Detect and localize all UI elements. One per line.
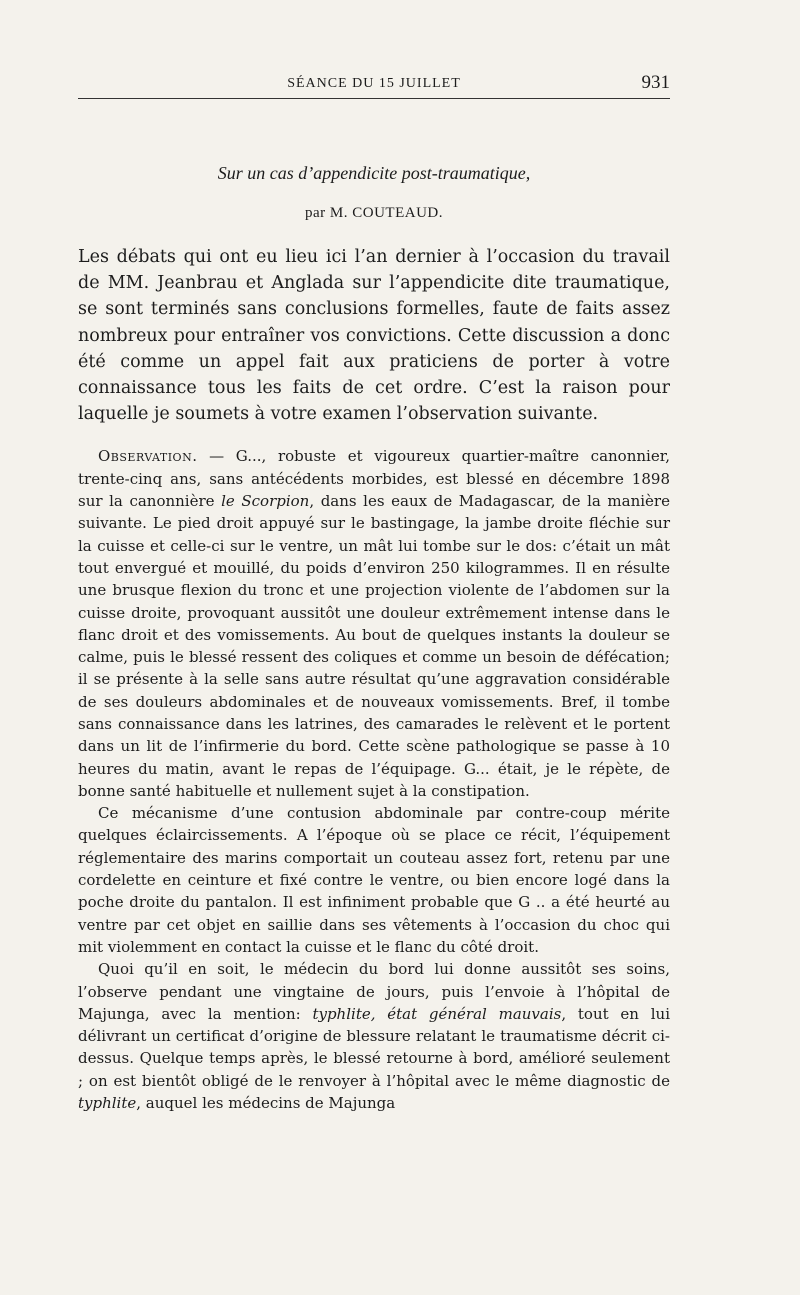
- running-head: [78, 68, 670, 94]
- intro-paragraph: Les débats qui ont eu lieu ici l’an dernier à l’occasion du travail de MM. Jeanbrau et Anglada sur l’appendicite dite traumatique, se sont terminés sans conclusions formelles, faute de faits assez nombreux pour entraîner vos convictions. Cette discussion a donc été comme un appel fait aux praticiens de porter à votre connaissance tous les faits de cet ordre. C’est la raison pour laquelle je soumets à votre examen l’observation suivante.: [78, 247, 670, 425]
- diagnosis-mention: typhlite, état général mauvais: [312, 1004, 562, 1023]
- treatment-text-c: , auquel les médecins de Majunga: [136, 1094, 396, 1113]
- article-byline: par M. COUTEAUD.: [305, 205, 443, 221]
- observation-text-a: — G..., robuste et vigoureux quartier-maître canonnier, trente-cinq ans, sans antécédents morbides, est blessé en décembre 1898 sur la canonnière: [78, 447, 670, 511]
- page-number: 931: [641, 72, 670, 93]
- page: [78, 68, 670, 1114]
- treatment-text-a: Quoi qu’il en soit, le médecin du bord lui donne aussitôt ses soins, l’observe pendant une vingtaine de jours, puis l’envoie à l’hôpital de Majunga, avec la mention:: [78, 960, 670, 1023]
- mechanism-paragraph: Ce mécanisme d’une contusion abdominale par contre-coup mérite quelques éclaircissements. A l’époque où se place ce récit, l’équipement réglementaire des marins comportait un couteau assez fort, retenu par une cordelette en ceinture et fixé contre le ventre, ou bien encore logé dans la poche droite du pantalon. Il est infiniment probable que G .. a été heurté au ventre par cet objet en saillie dans ses vêtements à l’occasion du choc qui mit violemment en contact la cuisse et le flanc du côté droit.: [78, 804, 670, 956]
- header-rule: [78, 98, 670, 99]
- observation-paragraph: [78, 445, 670, 802]
- observation-section: [78, 445, 670, 1114]
- treatment-paragraph: [78, 958, 670, 1114]
- treatment-text-b: , tout en lui délivrant un certificat d’origine de blessure relatant le traumatisme décrit ci-dessus. Quelque temps après, le blessé retourne à bord, amélioré seulement ; on est bientôt obligé de le renvoyer à l’hôpital avec le même diagnostic de: [78, 1004, 670, 1090]
- observation-label: Observation.: [98, 447, 198, 466]
- article-title: Sur un cas d’appendicite post-traumatique,: [217, 163, 531, 183]
- observation-text-b: , dans les eaux de Madagascar, de la manière suivante. Le pied droit appuyé sur le bastingage, la jambe droite fléchie sur la cuisse et celle-ci sur le ventre, un mât lui tombe sur le dos: c’était un mât tout envergué et mouillé, du poids d’environ 250 kilogrammes. Il en résulte une brusque flexion du tronc et une projection violente de l’abdomen sur la cuisse droite, provoquant aussitôt une douleur extrêmement intense dans le flanc droit et des vomissements. Au bout de quelques instants la douleur se calme, puis le blessé ressent des coliques et comme un besoin de défécation; il se présente à la selle sans autre résultat qu’une aggravation considérable de ses douleurs abdominales et de nouveaux vomissements. Bref, il tombe sans connaissance dans les latrines, des camarades le relèvent et le portent dans un lit de l’infirmerie du bord. Cette scène pathologique se passe à 10 heures du matin, avant le repas de l’équipage. G... était, je le répète, de bonne santé habituelle et nullement sujet à la constipation.: [78, 492, 670, 800]
- ship-name: le Scorpion: [221, 492, 310, 511]
- running-head-title: SÉANCE DU 15 JUILLET: [287, 76, 461, 91]
- diagnosis-typhlite: typhlite: [78, 1094, 137, 1113]
